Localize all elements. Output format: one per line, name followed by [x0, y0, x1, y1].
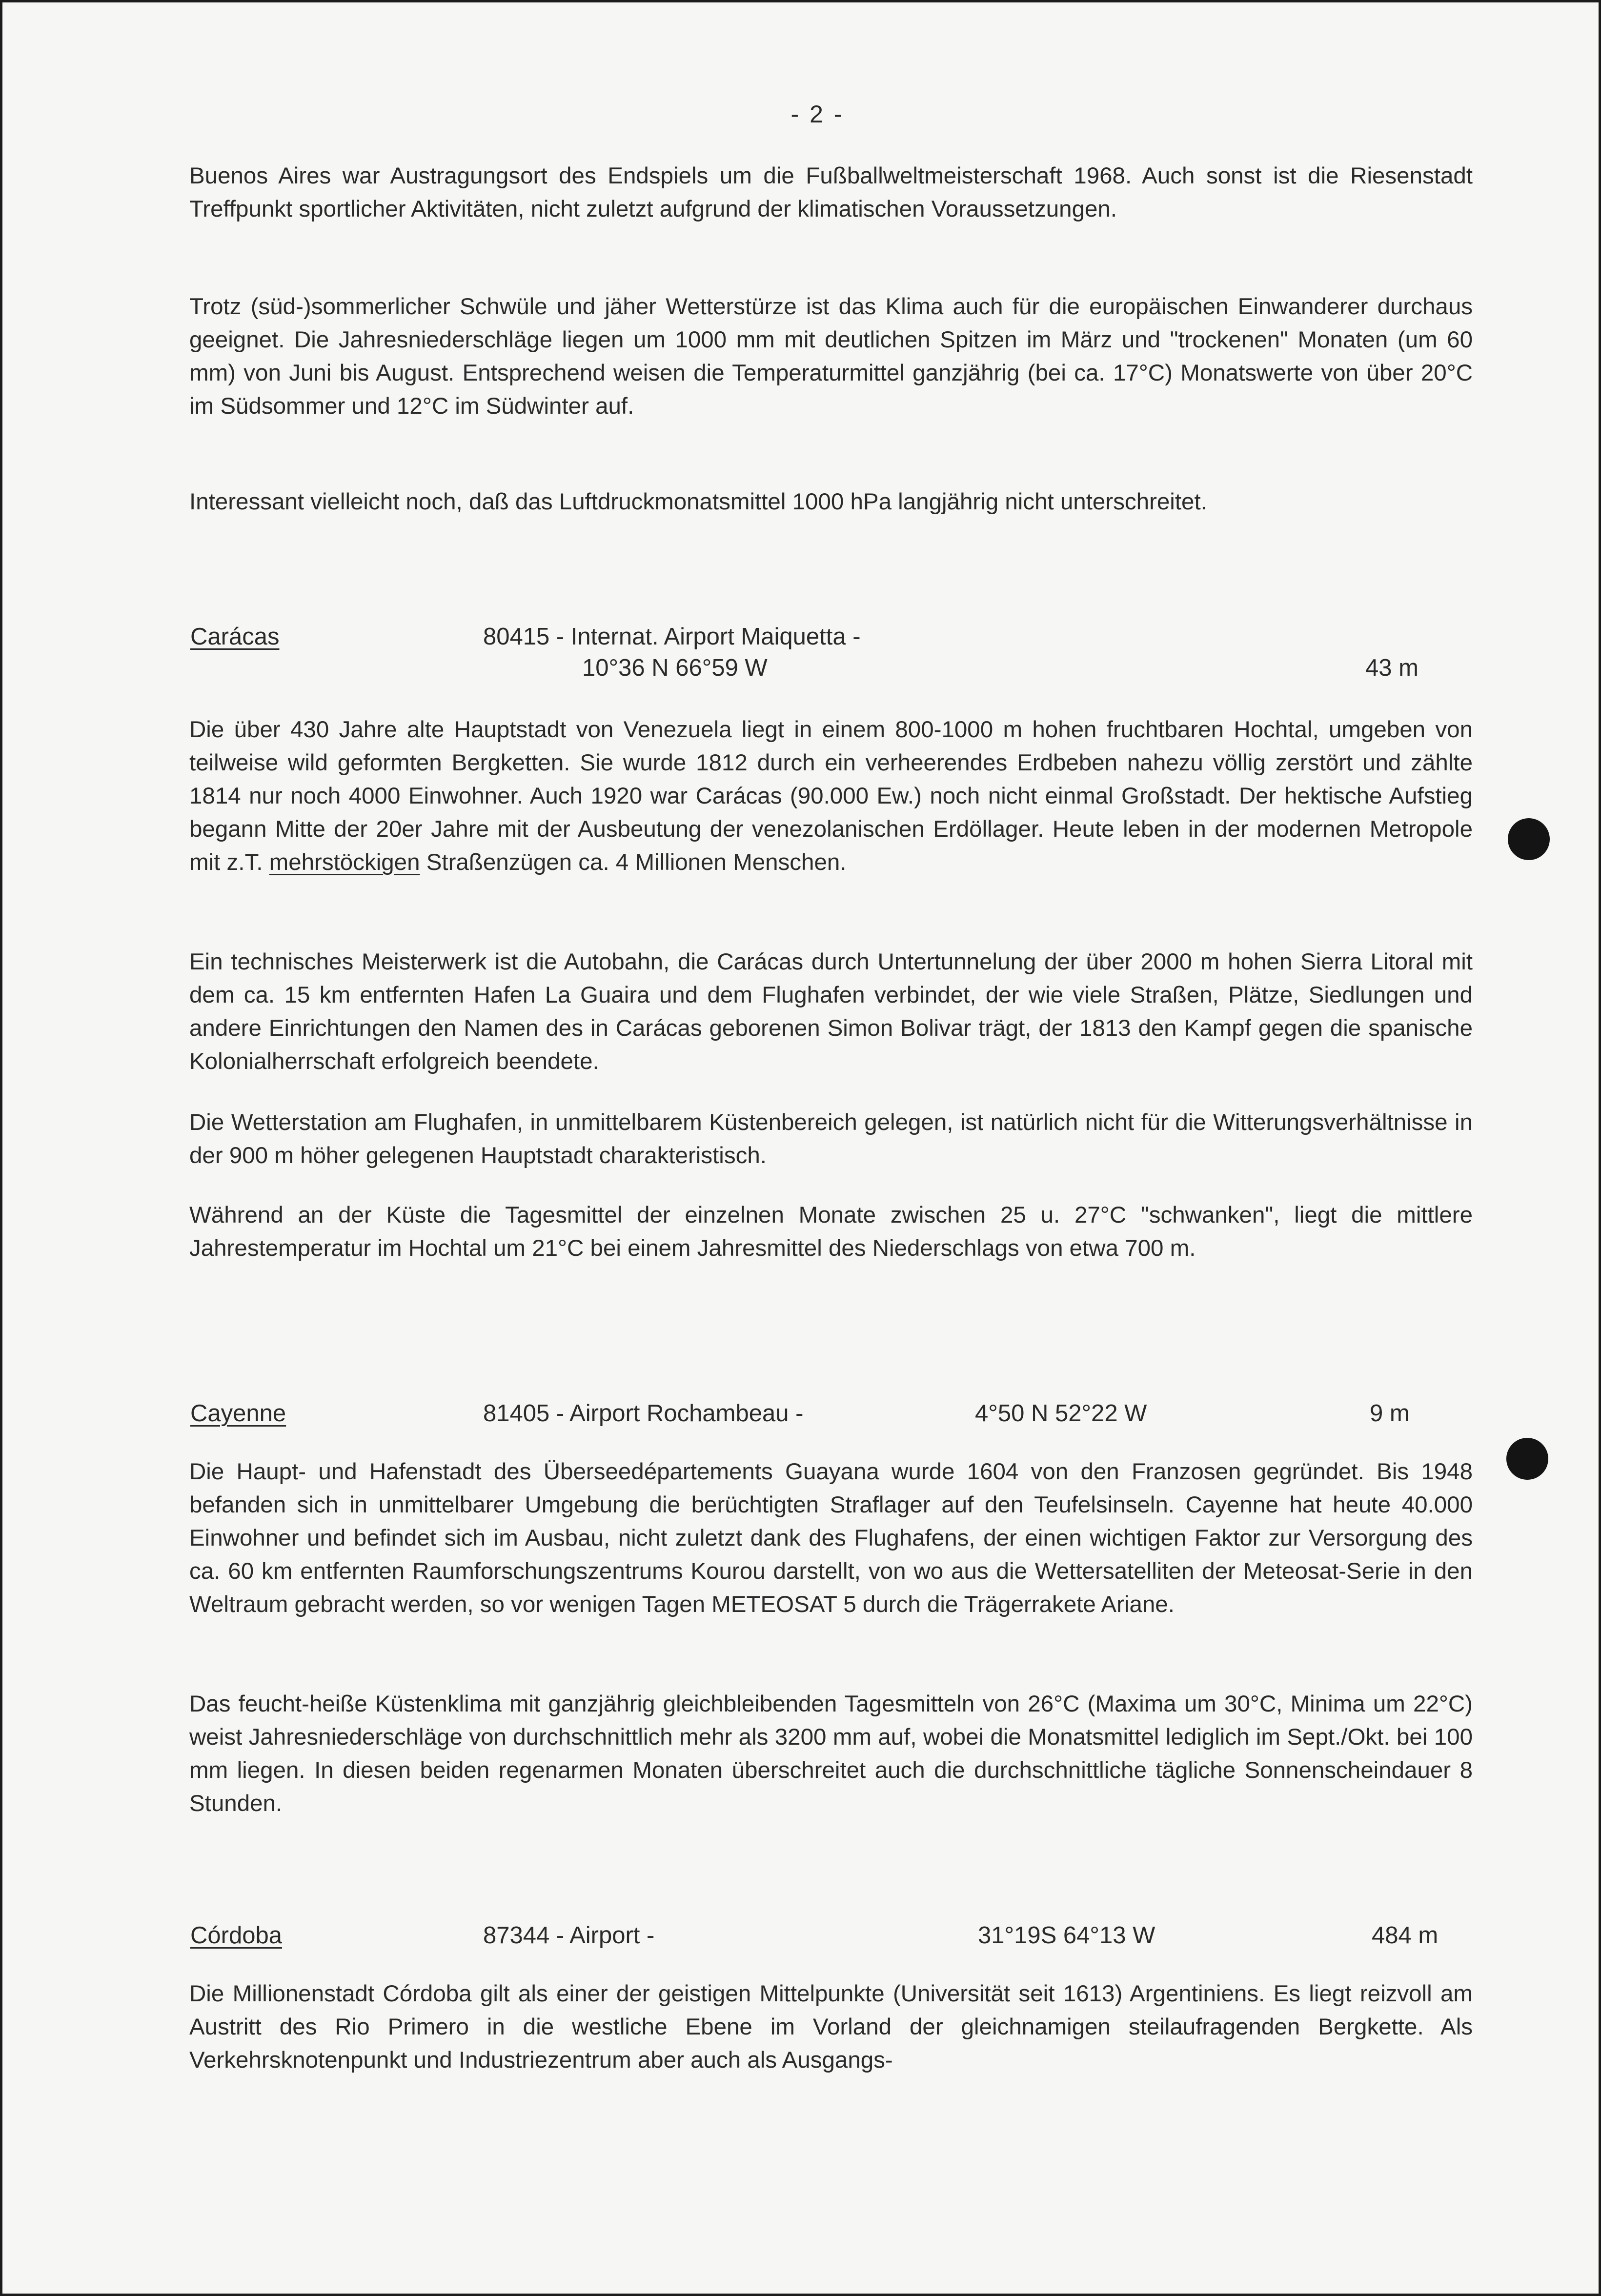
punch-hole-lower: [1506, 1438, 1548, 1480]
station-id-cayenne: 81405 - Airport Rochambeau -: [483, 1400, 804, 1427]
cayenne-paragraph-1: Die Haupt- und Hafenstadt des Überseedépartements Guayana wurde 1604 von den Franzosen gegründet. Bis 1948 befanden sich in unmittelbarer Umgebung die berüchtigten Straflager auf den Teufelsinseln. Cayenne hat heute 40.000 Einwohner und befindet sich im Ausbau, nicht zuletzt dank des Flughafens, der einen wichtigen Faktor zur Versorgung des ca. 60 km entfernten Raumforschungszentrums Kourou darstellt, von wo aus die Wettersatelliten der Meteosat-Serie in den Weltraum gebracht werden, so vor wenigen Tagen METEOSAT 5 durch die Trägerrakete Ariane.: [189, 1459, 1473, 1617]
station-id-caracas: 80415 - Internat. Airport Maiquetta -: [483, 624, 861, 650]
elevation-caracas: 43 m: [1365, 655, 1419, 681]
cordoba-paragraph-1: Die Millionenstadt Córdoba gilt als einer der geistigen Mittelpunkte (Universität seit 1613) Argentiniens. Es liegt reizvoll am Austritt des Rio Primero in die westliche Ebene im Vorland der gleichnamigen steilaufragenden Bergkette. Als Verkehrsknotenpunkt und Industriezentrum aber auch als Ausgangs-: [189, 1981, 1473, 2073]
coordinates-caracas: 10°36 N 66°59 W: [582, 655, 768, 681]
coordinates-cayenne: 4°50 N 52°22 W: [975, 1400, 1147, 1427]
cayenne-paragraph-2: Das feucht-heiße Küstenklima mit ganzjährig gleichbleibenden Tagesmitteln von 26°C (Maxima um 30°C, Minima um 22°C) weist Jahresniederschläge von durchschnittlich mehr als 3200 mm auf, wobei die Monatsmittel lediglich im Sept./Okt. bei 100 mm liegen. In diesen beiden regenarmen Monaten überschreitet auch die durchschnittliche tägliche Sonnenscheindauer 8 Stunden.: [189, 1691, 1473, 1816]
caracas-underlined-word: mehrstöckigen: [269, 849, 420, 875]
city-name-cayenne: Cayenne: [190, 1400, 286, 1427]
caracas-paragraph-4: Während an der Küste die Tagesmittel der einzelnen Monate zwischen 25 u. 27°C "schwanken", liegt die mittlere Jahrestemperatur im Hochtal um 21°C bei einem Jahresmittel des Niederschlags von etwa 700 m.: [189, 1202, 1473, 1261]
page-number: - 2 -: [790, 101, 844, 128]
punch-hole-upper: [1508, 818, 1550, 860]
city-name-caracas: Carácas: [190, 624, 280, 650]
elevation-cayenne: 9 m: [1370, 1400, 1410, 1427]
intro-paragraph-3: Interessant vielleicht noch, daß das Luftdruckmonatsmittel 1000 hPa langjährig nicht unterschreitet.: [189, 489, 1207, 515]
caracas-paragraph-1-end: Straßenzügen ca. 4 Millionen Menschen.: [426, 849, 847, 875]
caracas-paragraph-2: Ein technisches Meisterwerk ist die Autobahn, die Carácas durch Untertunnelung der über 2000 m hohen Sierra Litoral mit dem ca. 15 km entfernten Hafen La Guaira und dem Flughafen verbindet, der wie viele Straßen, Plätze, Siedlungen und andere Einrichtungen den Namen des in Carácas geborenen Simon Bolivar trägt, der 1813 den Kampf gegen die spanische Kolonialherrschaft erfolgreich beendete.: [189, 949, 1473, 1074]
city-name-cordoba: Córdoba: [190, 1922, 282, 1949]
station-heading-cordoba: [190, 1919, 1479, 1987]
intro-paragraph-2: Trotz (süd-)sommerlicher Schwüle und jäher Wetterstürze ist das Klima auch für die europäischen Einwanderer durchaus geeignet. Die Jahresniederschläge liegen um 1000 mm mit deutlichen Spitzen im März und "trockenen" Monaten (um 60 mm) von Juni bis August. Entsprechend weisen die Temperaturmittel ganzjährig (bei ca. 17°C) Monatswerte von über 20°C im Südsommer und 12°C im Südwinter auf.: [189, 294, 1473, 419]
elevation-cordoba: 484 m: [1372, 1922, 1439, 1949]
coordinates-cordoba: 31°19S 64°13 W: [978, 1922, 1155, 1949]
caracas-paragraph-1-text: Die über 430 Jahre alte Hauptstadt von Venezuela liegt in einem 800-1000 m hohen fruchtbaren Hochtal, umgeben von teilweise wild geformten Bergketten. Sie wurde 1812 durch ein verheerendes Erdbeben nahezu völlig zerstört und zählte 1814 nur noch 4000 Einwohner. Auch 1920 war Carácas (90.000 Ew.) noch nicht einmal Großstadt. Der hektische Aufstieg begann Mitte der 20er Jahre mit der Ausbeutung der venezolanischen Erdöllager. Heute leben in der modernen Metropole mit z.T.: [189, 717, 1473, 875]
station-heading-caracas: [190, 620, 1479, 688]
caracas-paragraph-1: [189, 713, 1473, 879]
station-id-cordoba: 87344 - Airport -: [483, 1922, 655, 1949]
caracas-paragraph-3: Die Wetterstation am Flughafen, in unmittelbarem Küstenbereich gelegen, ist natürlich nicht für die Witterungsverhältnisse in der 900 m höher gelegenen Hauptstadt charakteristisch.: [189, 1109, 1473, 1168]
station-heading-cayenne: [190, 1397, 1479, 1465]
intro-paragraph-1: Buenos Aires war Austragungsort des Endspiels um die Fußballweltmeisterschaft 1968. Auch sonst ist die Riesenstadt Treffpunkt sportlicher Aktivitäten, nicht zuletzt aufgrund der klimatischen Voraussetzungen.: [189, 163, 1473, 222]
